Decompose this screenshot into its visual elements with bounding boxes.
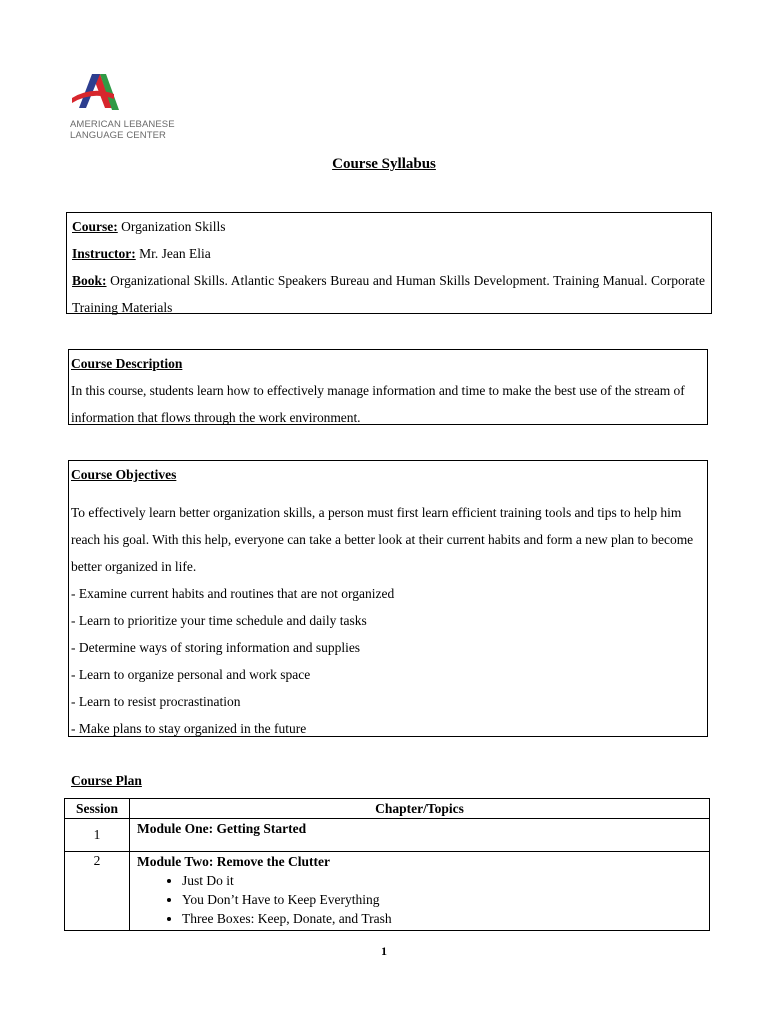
description-text: In this course, students learn how to effectively manage information and time to make the best use of the stream of information that flows through the work environment. (71, 383, 685, 425)
instructor-value: Mr. Jean Elia (139, 246, 211, 261)
module-title: Module Two: Remove the Clutter (137, 854, 330, 869)
list-item: • You Don’t Have to Keep Everything (182, 890, 702, 909)
logo-line-1: AMERICAN LEBANESE (70, 119, 175, 130)
book-line (72, 267, 705, 321)
objectives-intro: To effectively learn better organization skills, a person must first learn efficient training tools and tips to help him reach his goal. With this help, everyone can take a better look at their current habits and form a new plan to become better organized in life. (71, 505, 694, 574)
table-row (65, 852, 710, 931)
instructor-line (72, 240, 705, 267)
page-number: 1 (381, 944, 387, 958)
objective-item: - Make plans to stay organized in the future (71, 721, 307, 736)
instructor-label: Instructor: (72, 246, 136, 261)
list-item: • Three Boxes: Keep, Donate, and Trash (182, 909, 702, 928)
course-line (72, 213, 705, 240)
book-label: Book: (72, 273, 107, 288)
logo-text (70, 119, 175, 141)
topic-cell (130, 819, 710, 852)
module-title: Module One: Getting Started (137, 821, 307, 836)
course-value: Organization Skills (121, 219, 226, 234)
logo-a-mark-icon (70, 72, 130, 118)
course-description-box (68, 349, 708, 425)
session-number: 2 (65, 852, 130, 931)
objective-item: - Determine ways of storing information and supplies (71, 640, 361, 655)
topic-bullet-list (137, 871, 702, 928)
course-label: Course: (72, 219, 118, 234)
list-item: • Just Do it (182, 871, 702, 890)
logo-line-2: LANGUAGE CENTER (70, 130, 166, 141)
objective-item: - Learn to organize personal and work space (71, 667, 311, 682)
objective-item: - Learn to resist procrastination (71, 694, 241, 709)
course-plan-table (64, 798, 710, 931)
topic-cell (130, 852, 710, 931)
course-plan-heading: Course Plan (71, 773, 142, 788)
logo (70, 72, 190, 144)
course-objectives-box (68, 460, 708, 737)
page-title: Course Syllabus (332, 156, 436, 172)
description-heading: Course Description (71, 356, 183, 371)
session-column-header: Session (65, 799, 130, 819)
book-value: Organizational Skills. Atlantic Speakers Bureau and Human Skills Development. Training Manual. Corporate Training Materials (72, 273, 706, 315)
objective-item: - Examine current habits and routines that are not organized (71, 586, 395, 601)
course-info-box (66, 212, 712, 314)
table-header-row (65, 799, 710, 819)
objectives-heading: Course Objectives (71, 467, 177, 482)
objective-item: - Learn to prioritize your time schedule and daily tasks (71, 613, 367, 628)
table-row (65, 819, 710, 852)
topics-column-header: Chapter/Topics (130, 799, 710, 819)
session-number: 1 (65, 819, 130, 852)
